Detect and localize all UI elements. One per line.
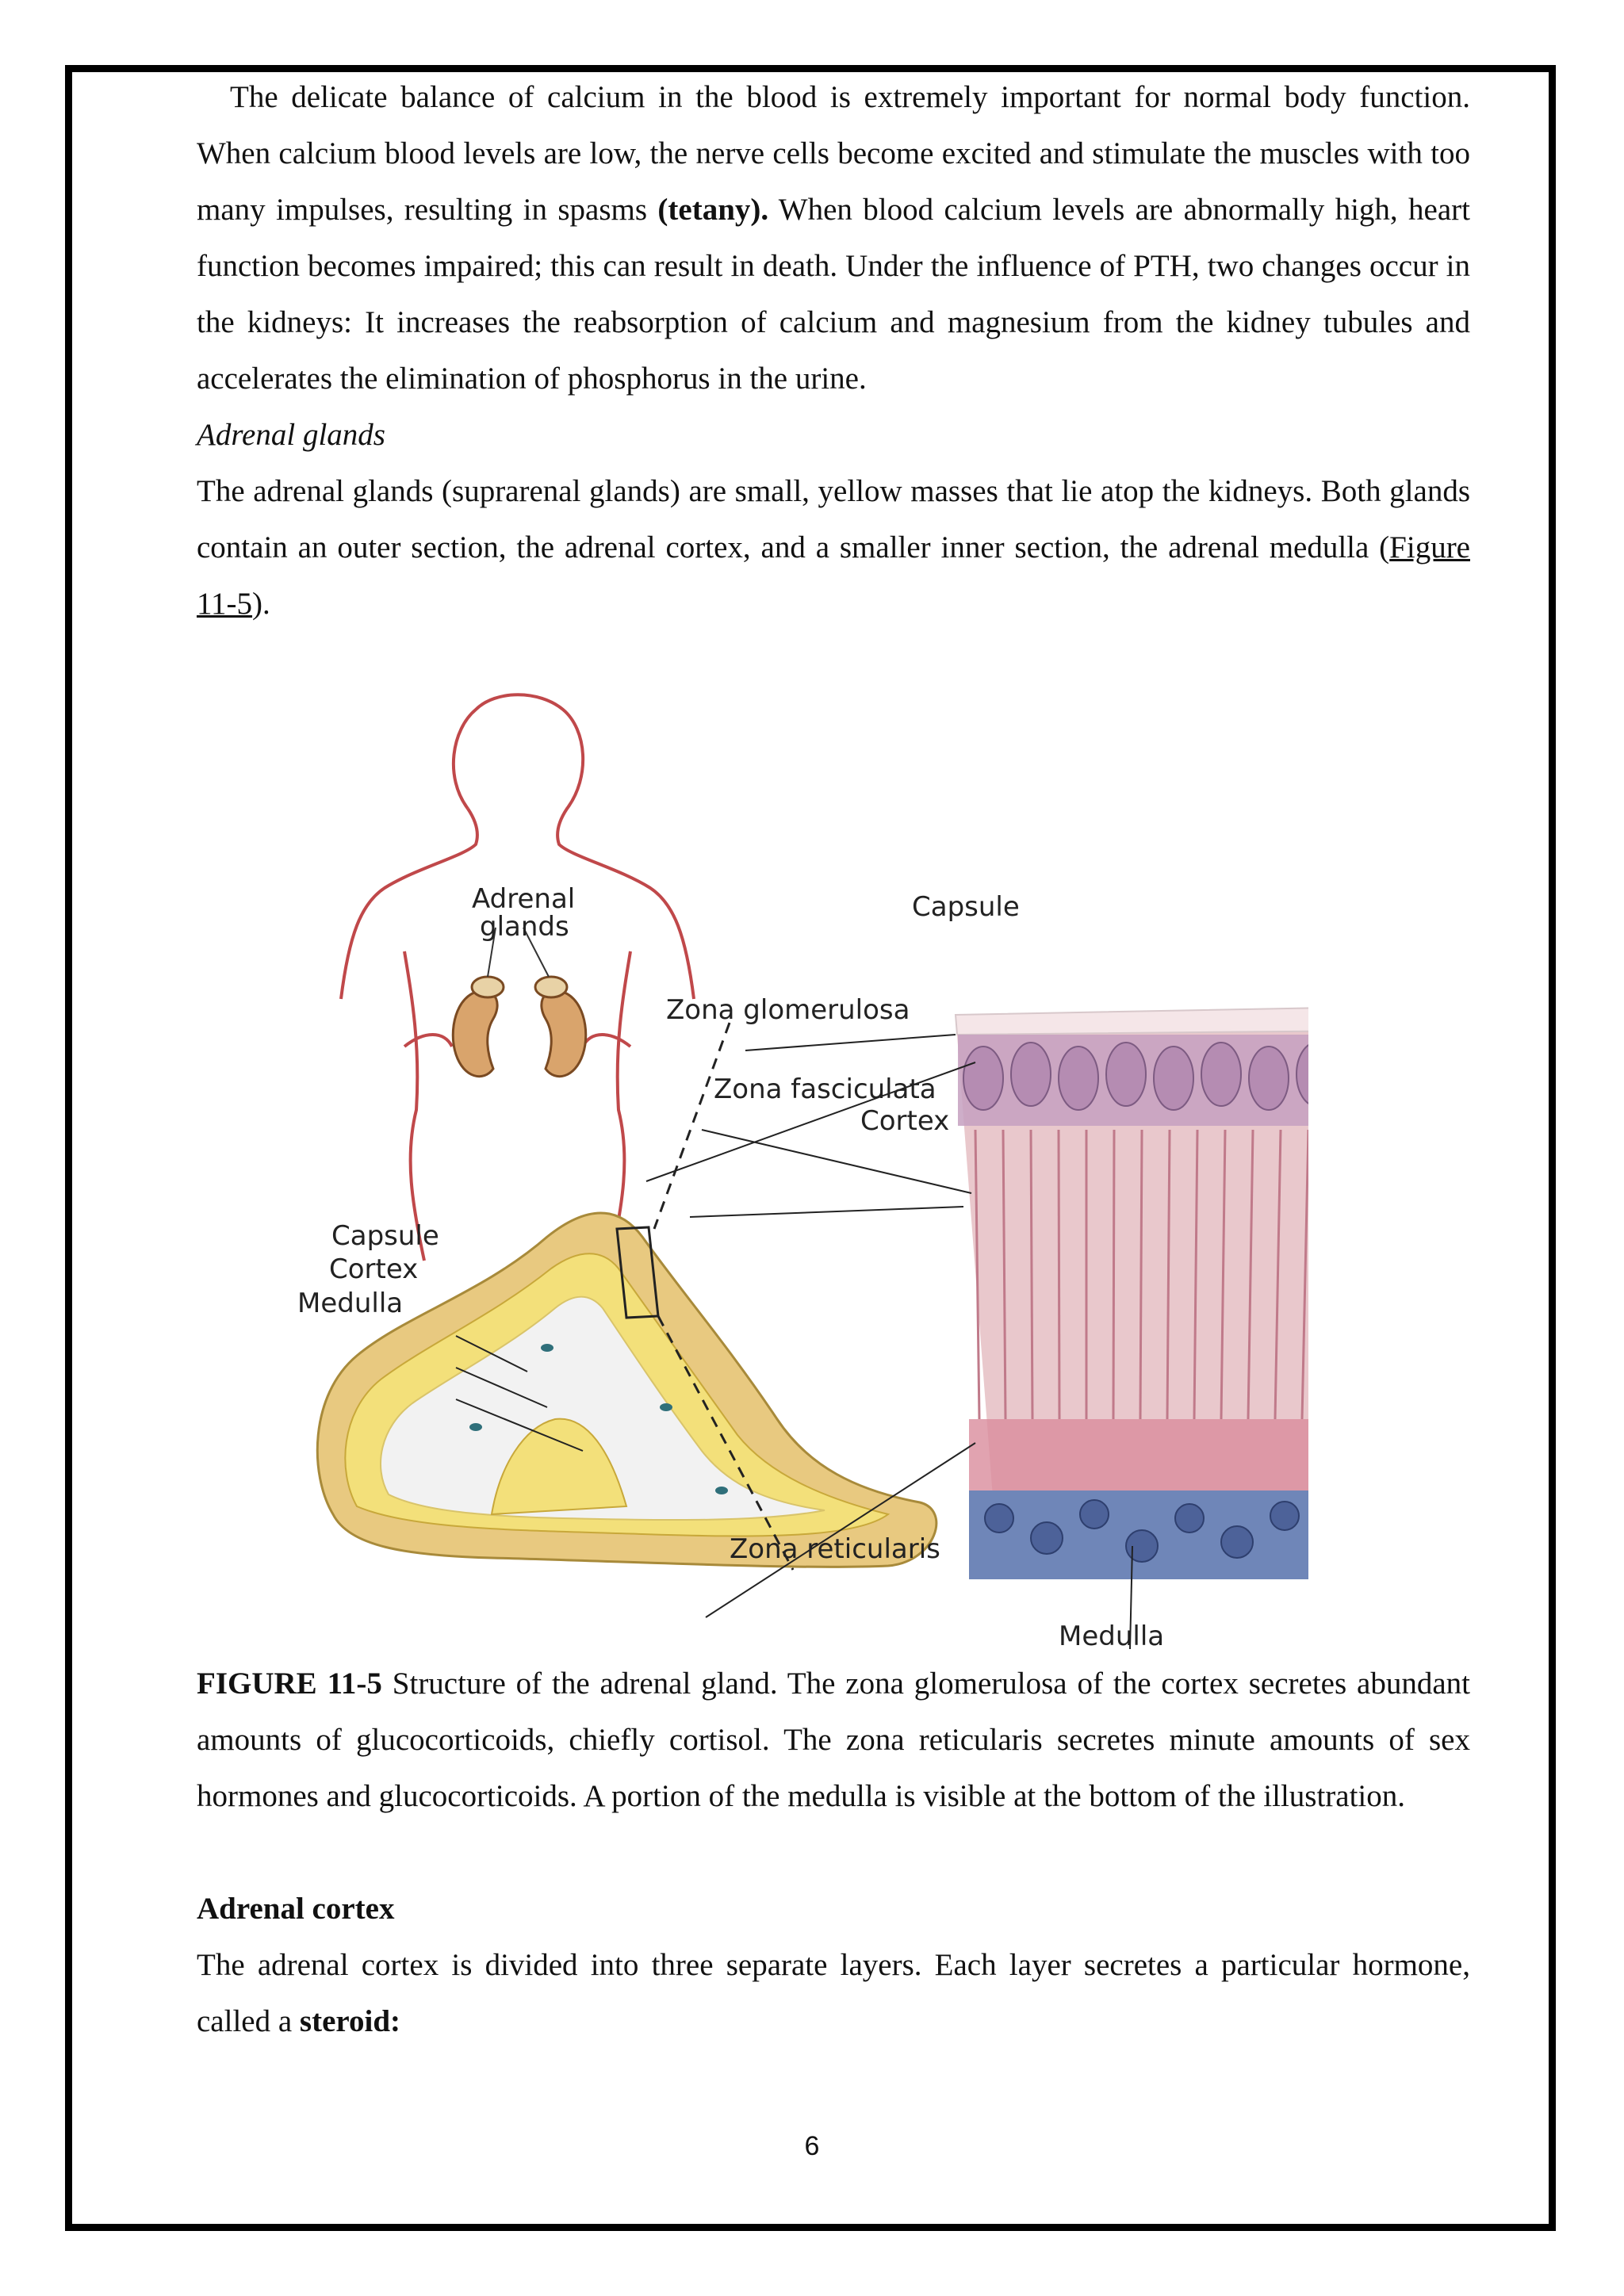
figure-caption	[197, 1655, 1470, 1824]
paragraph-calcium-part2: When blood calcium levels are abnormally high, heart function becomes impaired; this can result in death. Under the influence of PTH, two changes occur in the kidneys: It increases the reabsorption of calcium and magnesium from the kidney tubules and accelerates the elimination of phosphorus in the urine.	[197, 193, 1471, 396]
figure-link[interactable]: Figure 11-5	[197, 530, 1470, 621]
paragraph-adrenal-part1: The adrenal glands (suprarenal glands) are small, yellow masses that lie atop the kidneys. Both glands contain an outer section, the adrenal cortex, and a smaller inner section, the adrenal medulla (	[197, 474, 1470, 564]
paragraph-adrenal-cortex	[197, 1937, 1470, 2049]
paragraph-adrenal-part2: ).	[252, 587, 270, 621]
figure-caption-text: Structure of the adrenal gland. The zona glomerulosa of the cortex secretes abundant amounts of glucocorticoids, chiefly cortisol. The zona reticularis secretes minute amounts of sex hormones and glucocorticoids. A portion of the medulla is visible at the bottom of the illustration.	[197, 1667, 1470, 1813]
paragraph-calcium-part1: The delicate balance of calcium in the blood is extremely important for normal body function. When calcium blood levels are low, the nerve cells become excited and stimulate the muscles with too many impulses, resulting in spasms	[197, 80, 1470, 227]
label-zona-glomerulosa: Zona glomerulosa	[666, 994, 910, 1026]
paragraph-adrenal-glands	[197, 463, 1470, 632]
heading-adrenal-glands: Adrenal glands	[197, 418, 385, 452]
adrenal-gland-figure	[285, 634, 1308, 1665]
label-capsule-top: Capsule	[912, 891, 1020, 923]
page-number: 6	[804, 2131, 820, 2161]
label-zona-fasciculata: Zona fasciculata	[714, 1073, 936, 1105]
kidneys-illustration	[453, 928, 586, 1077]
label-medulla-left: Medulla	[297, 1288, 404, 1319]
label-zona-reticularis: Zona reticularis	[730, 1533, 940, 1565]
label-adrenal-glands-1: Adrenal	[472, 883, 576, 915]
heading-adrenal-cortex: Adrenal cortex	[197, 1892, 395, 1926]
label-capsule-left: Capsule	[331, 1220, 439, 1252]
label-medulla-bottom: Medulla	[1059, 1621, 1165, 1652]
cortex-tissue-column	[956, 1007, 1308, 1579]
label-adrenal-glands-2: glands	[480, 911, 569, 943]
body-outline-illustration	[341, 695, 694, 1261]
paragraph-cortex-part1: The adrenal cortex is divided into three separate layers. Each layer secretes a particular hormone, called a	[197, 1948, 1470, 2038]
label-cortex-right: Cortex	[860, 1105, 950, 1137]
label-cortex-left: Cortex	[329, 1253, 419, 1285]
tetany-term: (tetany).	[657, 193, 769, 227]
figure-caption-label: FIGURE 11-5	[197, 1667, 382, 1701]
steroid-term: steroid:	[299, 2004, 401, 2038]
paragraph-calcium	[197, 69, 1470, 407]
